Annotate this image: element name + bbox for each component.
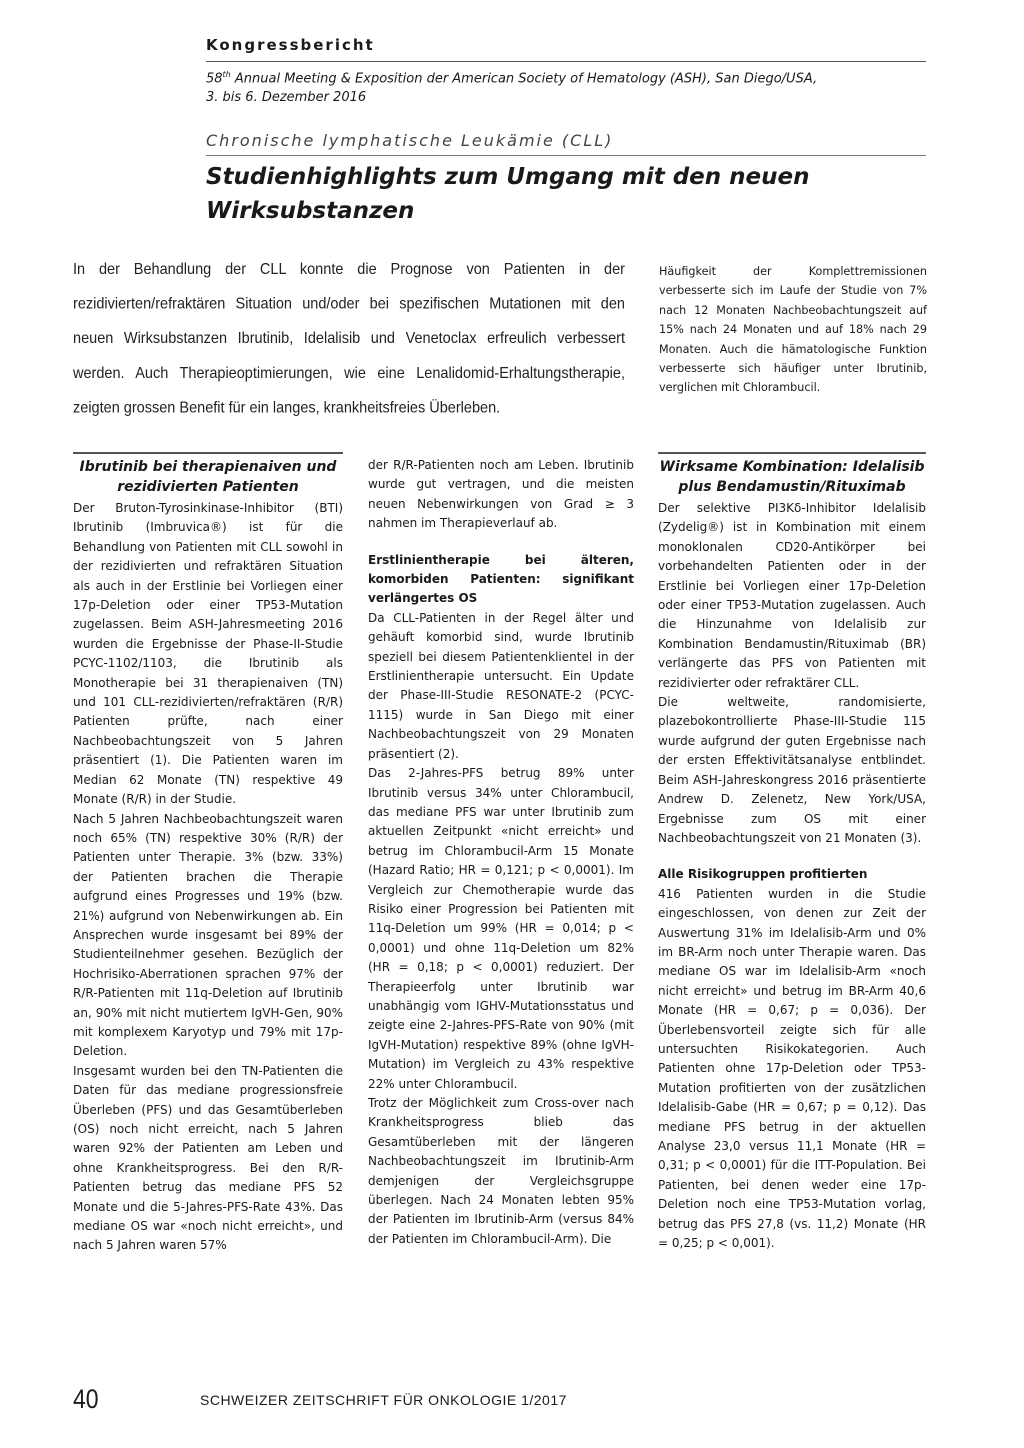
column-3	[658, 457, 926, 1253]
meeting-number: 58	[206, 71, 223, 87]
column-1	[73, 457, 343, 1256]
lead-paragraph: In der Behandlung der CLL konnte die Prognose von Patienten in der rezidivierten/refraktären Situation und/oder bei spezifischen Mutationen mit den neuen Wirksubstanzen Ibrutinib, Idelalisib und Venetoclax erfreulich verbessert werden. Auch Therapieoptimierungen, wie eine Lenalidomid-Erhaltungstherapie, zeigten grossen Benefit für ein langes, krankheitsfreies Überleben.	[73, 261, 625, 417]
column-2	[368, 456, 634, 1249]
column-2-paragraph-3: Das 2-Jahres-PFS betrug 89% unter Ibrutinib versus 34% unter Chlorambucil, das mediane PFS war unter Ibrutinib zum aktuellen Zeitpunkt «nicht erreicht» und betrug im Chlorambucil-Arm 15 Monate (Hazard Ratio; HR = 0,121; p < 0,0001). Im Vergleich zur Chemotherapie wurde das Risiko einer Progression bei Patienten mit 11q-Deletion um 99% (HR = 0,014; p < 0,0001) und ohne 11q-Deletion um 82% (HR = 0,18; p < 0,0001) reduziert. Der Therapieerfolg unter Ibrutinib war unabhängig vom IGHV-Mutationsstatus und zeigte eine 2-Jahres-PFS-Rate von 90% (mit IgVH-Mutation) respektive 89% (ohne IgVH-Mutation) im Vergleich zu 43% respektive 22% unter Chlorambucil.	[368, 766, 634, 1091]
meeting-name: Annual Meeting & Exposition der American Society of Hematology (ASH), San Diego/USA,	[230, 71, 818, 87]
page-number: 40	[73, 1383, 99, 1414]
section-label: Chronische lymphatische Leukämie (CLL)	[206, 131, 614, 150]
header-kicker: Kongressbericht	[206, 36, 375, 54]
meeting-info	[206, 65, 926, 107]
column-1-paragraph-3: Insgesamt wurden bei den TN-Patienten die Daten für das mediane progressionsfreie Überleben (PFS) und das Gesamtüberleben (OS) noch nicht erreicht, nach 5 Jahren waren 92% der Patienten am Leben und ohne Krankheitsprogress. Bei den R/R-Patienten betrug das mediane PFS 52 Monate und die 5-Jahres-PFS-Rate 43%. Das mediane OS war «noch nicht erreicht», und nach 5 Jahren waren 57%	[73, 1063, 343, 1253]
column-3-rule	[658, 452, 926, 454]
column-3-paragraph-1: Der selektive PI3Kδ-Inhibitor Idelalisib (Zydelig®) ist in Kombination mit einem monoklonalen CD20-Antikörper bei vorbehandelten Patienten oder in der Erstlinie bei Vorliegen einer 17p-Deletion oder einer TP53-Mutation zugelassen. Auch die Hinzunahme von Idelalisib zur Kombination Bendamustin/Rituximab (BR) verlängerte das PFS von Patienten mit rezidivierter oder refraktärer CLL.	[658, 501, 926, 690]
header-divider	[206, 61, 926, 62]
column-2-paragraph-1: der R/R-Patienten noch am Leben. Ibrutinib wurde gut vertragen, und die meisten neuen Nebenwirkungen von Grad ≥ 3 nahmen im Therapieverlauf ab.	[368, 458, 634, 531]
article-title: Studienhighlights zum Umgang mit den neuen Wirksubstanzen	[206, 164, 810, 224]
column-1-heading: Ibrutinib bei therapienaiven und rezidivierten Patienten	[79, 459, 337, 495]
column-3-subheading: Alle Risikogruppen profitierten	[658, 867, 868, 882]
meeting-dates: 3. bis 6. Dezember 2016	[206, 90, 367, 106]
journal-name: SCHWEIZER ZEITSCHRIFT FÜR ONKOLOGIE 1/2017	[200, 1392, 567, 1408]
column-1-rule	[73, 452, 343, 454]
side-paragraph: Häufigkeit der Komplettremissionen verbesserte sich im Laufe der Studie von 7% nach 12 Monaten Nachbeobachtungszeit auf 15% nach 24 Monaten und auf 18% nach 29 Monaten. Auch die hämatologische Funktion verbesserte sich häufiger unter Ibrutinib, verglichen mit Chlorambucil.	[659, 265, 927, 395]
column-2-paragraph-4: Trotz der Möglichkeit zum Cross-over nach Krankheitsprogress blieb das Gesamtüberleben mit der längeren Nachbeobachtungszeit im Ibrutinib-Arm demjenigen der Vergleichsgruppe überlegen. Nach 24 Monaten lebten 95% der Patienten im Ibrutinib-Arm (versus 84% der Patienten im Chlorambucil-Arm). Die	[368, 1096, 634, 1246]
column-1-paragraph-2: Nach 5 Jahren Nachbeobachtungszeit waren noch 65% (TN) respektive 30% (R/R) der Patienten unter Therapie. 3% (bzw. 33%) der Patienten brachen die Therapie aufgrund eines Progresses und 19% (bzw. 21%) aufgrund von Nebenwirkungen ab. Ein Ansprechen wurde insgesamt bei 89% der Studienteilnehmer gesehen. Bezüglich der Hochrisiko-Aberrationen sprachen 97% der R/R-Patienten mit 11q-Deletion auf Ibrutinib an, 90% mit nicht mutiertem IgVH-Gen, 90% mit komplexem Karyotyp und 79% mit 17p-Deletion.	[73, 811, 343, 1059]
column-3-heading: Wirksame Kombination: Idelalisib plus Bendamustin/Rituximab	[659, 459, 925, 495]
column-3-paragraph-2: Die weltweite, randomisierte, plazebokontrollierte Phase-III-Studie 115 wurde aufgrund der guten Ergebnisse nach der ersten Effektivitätsanalyse entblindet. Beim ASH-Jahreskongress 2016 präsentierte Andrew D. Zelenetz, New York/USA, Ergebnisse zum OS mit einer Nachbeobachtungszeit von 21 Monaten (3).	[658, 695, 926, 845]
meeting-ordinal: th	[222, 70, 231, 79]
column-3-paragraph-3: 416 Patienten wurden in die Studie eingeschlossen, von denen zur Zeit der Auswertung 31% im Idelalisib-Arm und 0% im BR-Arm noch unter Therapie waren. Das mediane OS war im Idelalisib-Arm «noch nicht erreicht» und betrug im BR-Arm 40,6 Monate (HR = 0,67; p = 0,036). Der Überlebensvorteil zeigte sich für alle untersuchten Risikokategorien. Auch Patienten ohne 17p-Deletion oder TP53-Mutation profitierten von der zusätzlichen Idelalisib-Gabe (HR = 0,67; p = 0,12). Das mediane PFS betrug in der aktuellen Analyse 23,0 versus 11,1 Monate (HR = 0,31; p < 0,0001) für die ITT-Population. Bei Patienten, bei denen weder eine 17p-Deletion noch eine TP53-Mutation vorlag, betrug das PFS 27,8 (vs. 11,2) Monate (HR = 0,25; p < 0,001).	[658, 886, 926, 1251]
column-2-paragraph-2: Da CLL-Patienten in der Regel älter und gehäuft komorbid sind, wurde Ibrutinib speziell bei diesem Patientenklientel in der Erstlinientherapie untersucht. Ein Update der Phase-III-Studie RESONATE-2 (PCYC-1115) wurde in San Diego mit einer Nachbeobachtungszeit von 29 Monaten präsentiert (2).	[368, 610, 634, 761]
section-divider	[206, 155, 926, 156]
column-2-subheading: Erstlinientherapie bei älteren, komorbiden Patienten: signifikant verlängertes OS	[368, 552, 634, 606]
column-1-paragraph-1: Der Bruton-Tyrosinkinase-Inhibitor (BTI) Ibrutinib (Imbruvica®) ist für die Behandlung von Patienten mit CLL sowohl in der rezidivierten und refraktären Situation als auch in der Erstlinie bei Vorliegen einer 17p-Deletion oder einer TP53-Mutation zugelassen. Beim ASH-Jahresmeeting 2016 wurden die Ergebnisse der Phase-II-Studie PCYC-1102/1103, die Ibrutinib als Monotherapie bei 31 therapienaiven (TN) und 101 CLL-rezidivierten/refraktären (R/R) Patienten prüfte, nach einer Nachbeobachtungszeit von 5 Jahren präsentiert (1). Die Patienten waren im Median 62 Monate (TN) respektive 49 Monate (R/R) in der Studie.	[73, 501, 343, 807]
